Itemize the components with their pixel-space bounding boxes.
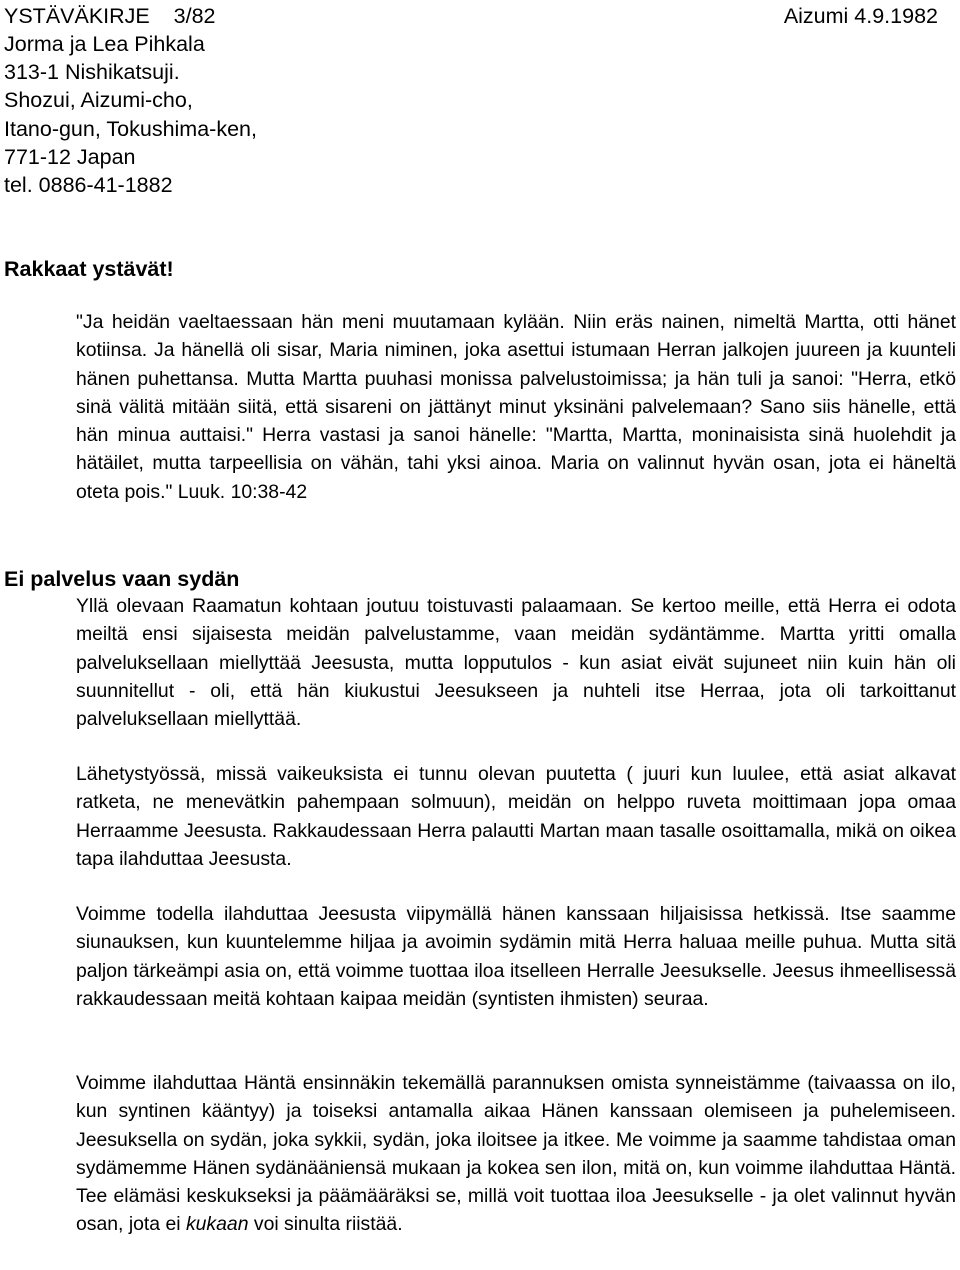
address-phone: tel. 0886-41-1882	[4, 173, 173, 198]
newsletter-title: YSTÄVÄKIRJE	[4, 4, 150, 28]
issue-number: 3/82	[173, 4, 216, 28]
sender-address	[4, 30, 257, 199]
paragraph-text-part: Voimme ilahduttaa Häntä ensinnäkin tekemällä parannuksen omista synneistämme (taivaassa on ilo, kun syntinen kääntyy) ja toiseksi antamalla aikaa Hänen kanssaan olemiseen ja puhelemiseen. Jeesuksella on sydän, joka sykkii, sydän, joka iloitsee ja itkee. Me voimme ja saamme tahdistaa oman sydämemme Hänen sydänääniensä mukaan ja kokea sen ilon, mitä on, kun voimme ilahduttaa Häntä. Tee elämäsi keskukseksi ja päämääräksi se, millä voit tuottaa iloa Jeesukselle - ja olet valinnut hyvän osan, jota ei	[76, 1072, 956, 1236]
paragraph-2	[76, 760, 956, 873]
address-district: Shozui, Aizumi-cho,	[4, 88, 193, 113]
sender-names: Jorma ja Lea Pihkala	[4, 32, 205, 56]
paragraph-text: Voimme todella ilahduttaa Jeesusta viipymällä hänen kanssaan hiljaisissa hetkissä. Itse saamme siunauksen, kun kuuntelemme hiljaa ja avoimin sydämin mitä Herra haluaa meille puhua. Mutta sitä paljon tärkeämpi asia on, että voimme tuottaa iloa itselleen Herralle Jeesukselle. Jeesus ihmeellisessä rakkaudessaan meitä kohtaan kaipaa meidän (syntisten ihmisten) seuraa.	[76, 903, 956, 1010]
greeting: Rakkaat ystävät!	[4, 257, 174, 281]
paragraph-text	[76, 1069, 956, 1239]
address-street: 313-1 Nishikatsuji.	[4, 60, 180, 85]
paragraph-text-part: voi sinulta riistää.	[248, 1213, 403, 1236]
section-heading: Ei palvelus vaan sydän	[4, 567, 240, 591]
address-county: Itano-gun, Tokushima-ken,	[4, 116, 257, 141]
paragraph-3	[76, 900, 956, 1013]
paragraph-text: Lähetystyössä, missä vaikeuksista ei tunnu olevan puutetta ( juuri kun luulee, että asiat alkavat ratketa, ne menevätkin pahempaan solmuun), meidän on helppo ruveta moittimaan jopa omaa Herraamme Jeesusta. Rakkaudessaan Herra palautti Martan maan tasalle osoittamalla, mikä on oikea tapa ilahduttaa Jeesusta.	[76, 763, 956, 870]
paragraph-1	[76, 592, 956, 733]
bible-quote	[76, 308, 956, 506]
paragraph-4	[76, 1069, 956, 1239]
paragraph-text: Yllä olevaan Raamatun kohtaan joutuu toistuvasti palaamaan. Se kertoo meille, että Herra ei odota meiltä ensi sijaisesta meidän palvelustamme, vaan meidän sydäntämme. Martta yritti omalla palveluksellaan miellyttää Jeesusta, mutta lopputulos - kun asiat eivät sujuneet niin kuin hän oli suunnitellut - oli, että hän kiukustui Jeesukseen ja nuhteli itse Herraa, jota oli tarkoittanut palveluksellaan miellyttää.	[76, 595, 956, 731]
bible-quote-text: "Ja heidän vaeltaessaan hän meni muutamaan kylään. Niin eräs nainen, nimeltä Martta, otti hänet kotiinsa. Ja hänellä oli sisar, Maria niminen, joka asettui istumaan Herran jalkojen juureen ja kuunteli hänen puhettansa. Mutta Martta puuhasi monissa palvelustoimissa; ja hän tuli ja sanoi: "Herra, etkö sinä välitä mitään siitä, että sisareni on jättänyt minut yksinäni palvelemaan? Sano siis hänelle, että hän minua auttaisi." Herra vastasi ja sanoi hänelle: "Martta, Martta, moninaisista sinä huolehdit ja hätäilet, mutta tarpeellisia on vähän, tahi yksi ainoa. Maria on valinnut hyvän osan, jota ei häneltä oteta pois." Luuk. 10:38-42	[76, 311, 956, 503]
header-title-issue	[4, 2, 216, 30]
emphasized-word: kukaan	[185, 1213, 249, 1236]
address-postal: 771-12 Japan	[4, 144, 136, 169]
place-date: Aizumi 4.9.1982	[783, 4, 938, 28]
